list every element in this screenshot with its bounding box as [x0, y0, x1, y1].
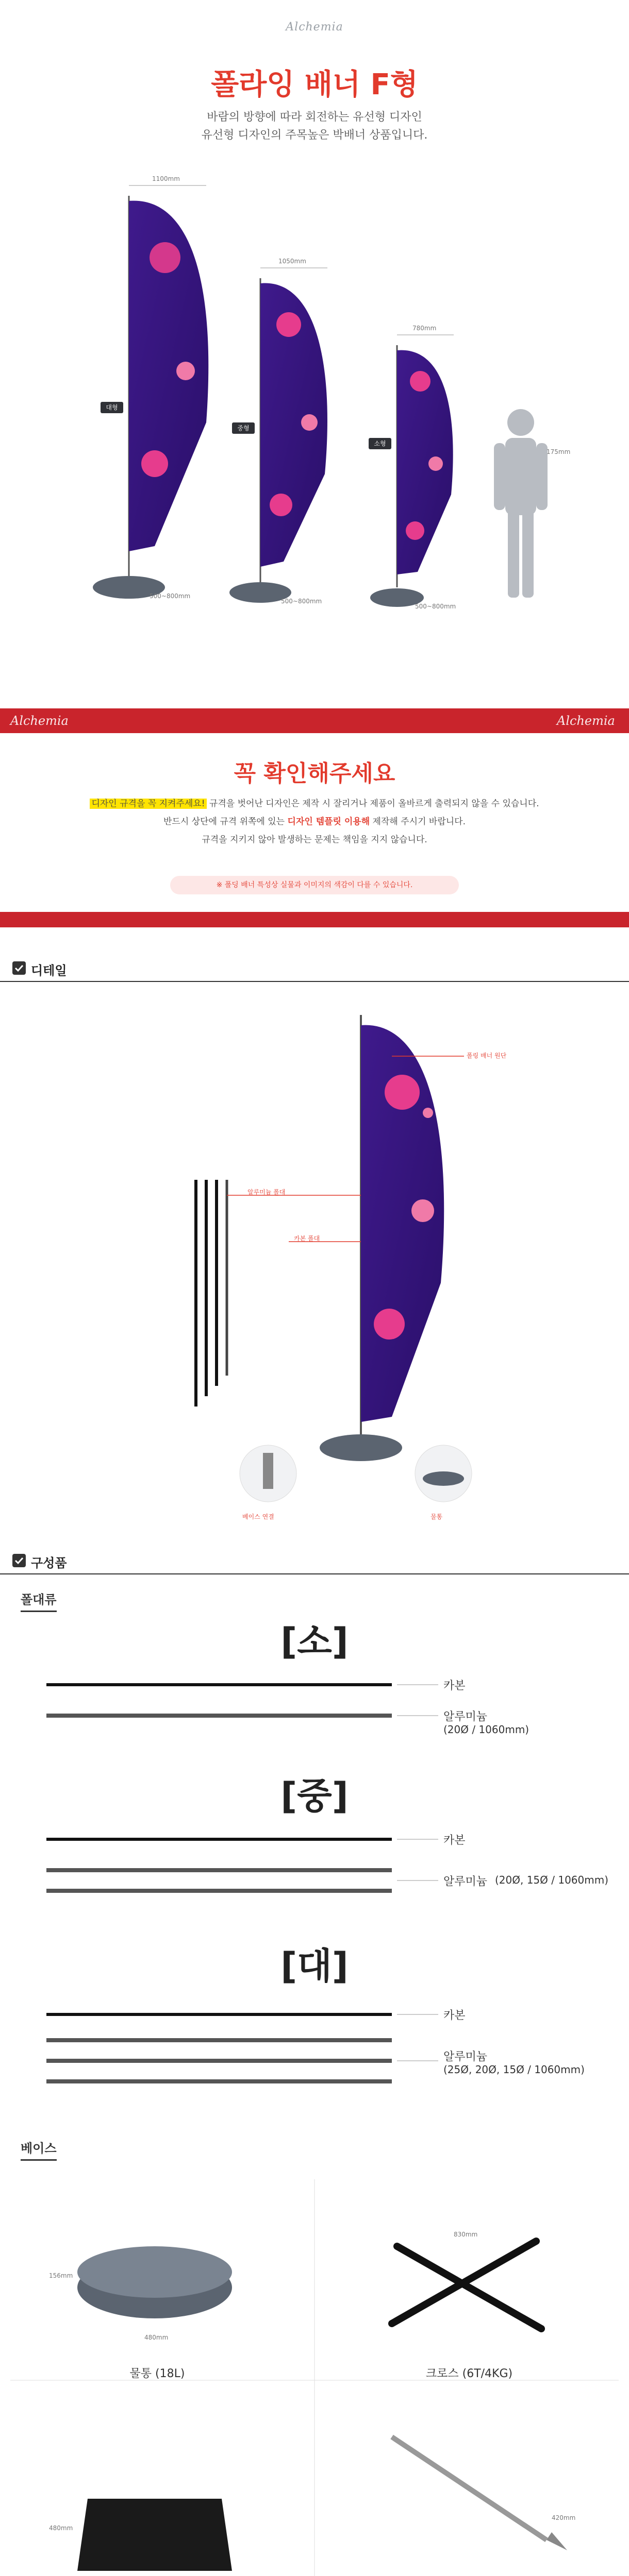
detail-label-carbon: 카본 폴대	[294, 1235, 320, 1242]
small-base-label: 500~800mm	[415, 603, 456, 610]
medium-base-label: 500~800mm	[281, 598, 322, 605]
large-alu-spec: (25Ø, 20Ø, 15Ø / 1060mm)	[443, 2063, 585, 2076]
product-subtitle-2: 유선형 디자인의 주목높은 박배너 상품입니다.	[201, 129, 428, 142]
small-alu-spec: (20Ø / 1060mm)	[443, 1723, 529, 1736]
small-alu-label: 알루미늄	[443, 1710, 488, 1723]
notice-line-2-pre: 반드시 상단에 규격 위쪽에 있는	[163, 817, 288, 827]
stripe-brand-right: Alchemia	[557, 714, 615, 728]
cross-base-caption: 크로스 (6T/4KG)	[425, 2367, 513, 2380]
notice-line-2	[57, 814, 572, 827]
notice-line-2-highlight: 디자인 템플릿 이용해	[287, 817, 370, 827]
square-base-height: 480mm	[49, 2524, 73, 2532]
notice-line-2-post: 제작해 주시기 바랍니다.	[370, 817, 466, 827]
detail-section-title: 디테일	[31, 963, 67, 978]
notice-line-1	[57, 796, 572, 809]
medium-size-badge: 중형	[232, 422, 255, 434]
check-icon	[12, 961, 26, 975]
notice-line-1-highlight: 디자인 규격을 꼭 지켜주세요!	[90, 799, 206, 809]
large-flag	[93, 185, 208, 599]
small-size-heading: [소]	[280, 1620, 349, 1663]
detail-label-alu: 알루미늄 폴대	[247, 1189, 286, 1196]
check-icon	[12, 1554, 26, 1567]
small-poles-illustration	[0, 1664, 629, 1741]
notice-bottom-stripe	[0, 912, 629, 927]
person-silhouette	[494, 409, 548, 598]
detail-illustration	[0, 994, 629, 1520]
medium-size-heading: [중]	[280, 1775, 349, 1817]
notice-line-3: 규격을 지키지 않아 발생하는 문제는 책임을 지지 않습니다.	[202, 835, 427, 845]
person-height-label: 175mm	[547, 448, 571, 455]
large-alu-label: 알루미늄	[443, 2050, 488, 2063]
stripe-brand-left: Alchemia	[10, 714, 69, 728]
small-flag	[370, 335, 454, 607]
water-base-height: 156mm	[49, 2272, 73, 2279]
medium-alu-spec: (20Ø, 15Ø / 1060mm)	[495, 1874, 609, 1886]
notice-top-stripe	[0, 708, 629, 733]
medium-carbon-label: 카본	[443, 1834, 466, 1847]
large-width-label: 1100mm	[152, 175, 180, 182]
detail-label-base-joint: 베이스 연결	[242, 1513, 274, 1520]
medium-alu-label: 알루미늄	[443, 1875, 488, 1888]
base-subheading: 베이스	[21, 2138, 57, 2161]
large-poles-illustration	[0, 1994, 629, 2097]
spike-base-width: 420mm	[552, 2514, 576, 2521]
small-carbon-label: 카본	[443, 1680, 466, 1692]
large-base-label: 500~800mm	[150, 592, 191, 600]
medium-flag	[229, 268, 327, 603]
large-carbon-label: 카본	[443, 2009, 466, 2022]
medium-width-label: 1050mm	[278, 258, 306, 265]
notice-pill: ※ 폴딩 배너 특성상 실물과 이미지의 색감이 다를 수 있습니다.	[170, 876, 459, 894]
detail-label-fabric: 폴링 배너 원단	[467, 1052, 507, 1059]
components-section-header	[0, 1546, 629, 1574]
detail-section-header	[0, 953, 629, 982]
medium-poles-illustration	[0, 1819, 629, 1911]
product-title: 폴라잉 배너 F형	[211, 68, 418, 101]
large-size-badge: 대형	[101, 402, 123, 413]
water-base-width: 480mm	[144, 2334, 169, 2341]
water-base-caption: 물통 (18L)	[129, 2367, 185, 2380]
poles-subheading: 폴대류	[21, 1589, 57, 1612]
components-section-title: 구성품	[31, 1556, 67, 1570]
small-width-label: 780mm	[412, 325, 437, 332]
small-size-badge: 소형	[369, 438, 391, 449]
detail-label-water-base: 물통	[431, 1513, 443, 1520]
notice-heading: 꼭 확인해주세요	[234, 760, 395, 787]
brand-logo: Alchemia	[286, 21, 343, 33]
notice-line-1-text: 규격을 벗어난 디자인은 제작 시 잘리거나 제품이 올바르게 출력되지 않을 수 있습니다.	[206, 799, 539, 809]
cross-base-width: 830mm	[454, 2231, 478, 2238]
product-subtitle-1: 바람의 방향에 따라 회전하는 유선형 디자인	[207, 111, 422, 124]
large-size-heading: [대]	[280, 1945, 349, 1987]
